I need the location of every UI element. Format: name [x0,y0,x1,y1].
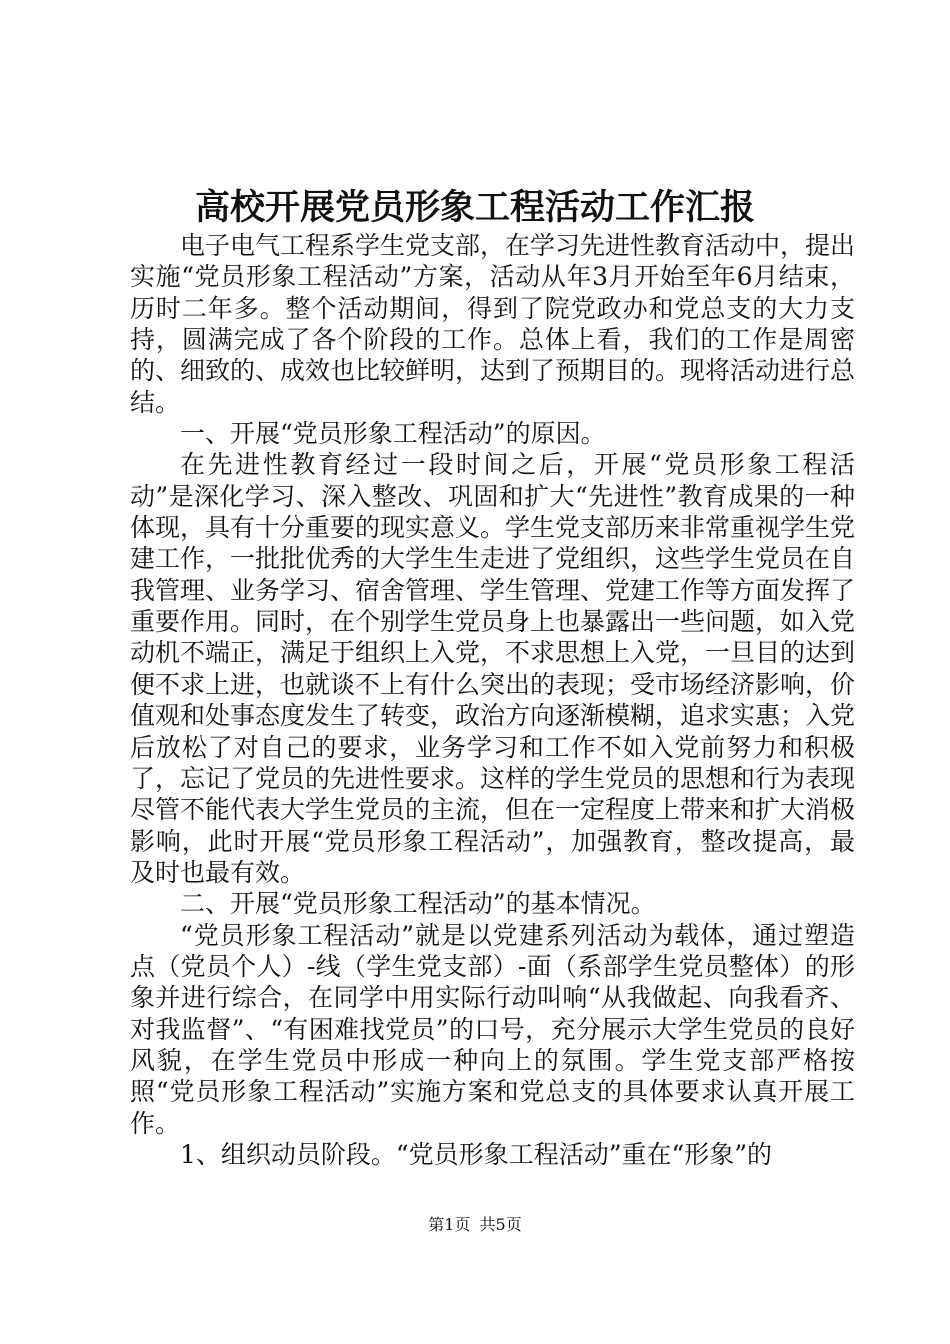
total-pages: 共5页 [479,1215,522,1234]
paragraph-mobilization-stage: 1、组织动员阶段。“党员形象工程活动”重在“形象”的 [180,1139,773,1169]
document-body [130,230,855,1170]
section-heading-basic-situation: 二、开展“党员形象工程活动”的基本情况。 [180,889,656,919]
section-heading-reasons: 一、开展“党员形象工程活动”的原因。 [180,419,606,449]
paragraph-reasons: 在先进性教育经过一段时间之后，开展“党员形象工程活动”是深化学习、深入整改、巩固和扩大“先进性”教育成果的一种体现，具有十分重要的现实意义。学生党支部历来非常重视学生党建工作，一批批优秀的大学生生走进了党组织，这些学生党员在自我管理、业务学习、宿舍管理、学生管理、党建工作等方面发挥了重要作用。同时，在个别学生党员身上也暴露出一些问题，如入党动机不端正，满足于组织上入党，不求思想上入党，一旦目的达到便不求上进，也就谈不上有什么突出的表现；受市场经济影响，价值观和处事态度发生了转变，政治方向逐渐模糊，追求实惠；入党后放松了对自己的要求，业务学习和工作不如入党前努力和积极了，忘记了党员的先进性要求。这样的学生党员的思想和行为表现尽管不能代表大学生党员的主流，但在一定程度上带来和扩大消极影响，此时开展“党员形象工程活动”，加强教育，整改提高，最及时也最有效。 [130,450,856,887]
page-number: 第1页 [428,1215,471,1234]
page-footer [0,1214,950,1236]
paragraph-intro: 电子电气工程系学生党支部，在学习先进性教育活动中，提出实施“党员形象工程活动”方案，活动从年3月开始至年6月结束，历时二年多。整个活动期间，得到了院党政办和党总支的大力支持，圆满完成了各个阶段的工作。总体上看，我们的工作是周密的、细致的、成效也比较鲜明，达到了预期目的。现将活动进行总结。 [130,231,856,417]
paragraph-basic-situation: “党员形象工程活动”就是以党建系列活动为载体，通过塑造点（党员个人）-线（学生党支部）-面（系部学生党员整体）的形象并进行综合，在同学中用实际行动叫响“从我做起、向我看齐、对我监督”、“有困难找党员”的口号，充分展示大学生党员的良好风貌，在学生党员中形成一种向上的氛围。学生党支部严格按照“党员形象工程活动”实施方案和党总支的具体要求认真开展工作。 [130,920,855,1138]
document-title: 高校开展党员形象工程活动工作汇报 [194,187,755,228]
